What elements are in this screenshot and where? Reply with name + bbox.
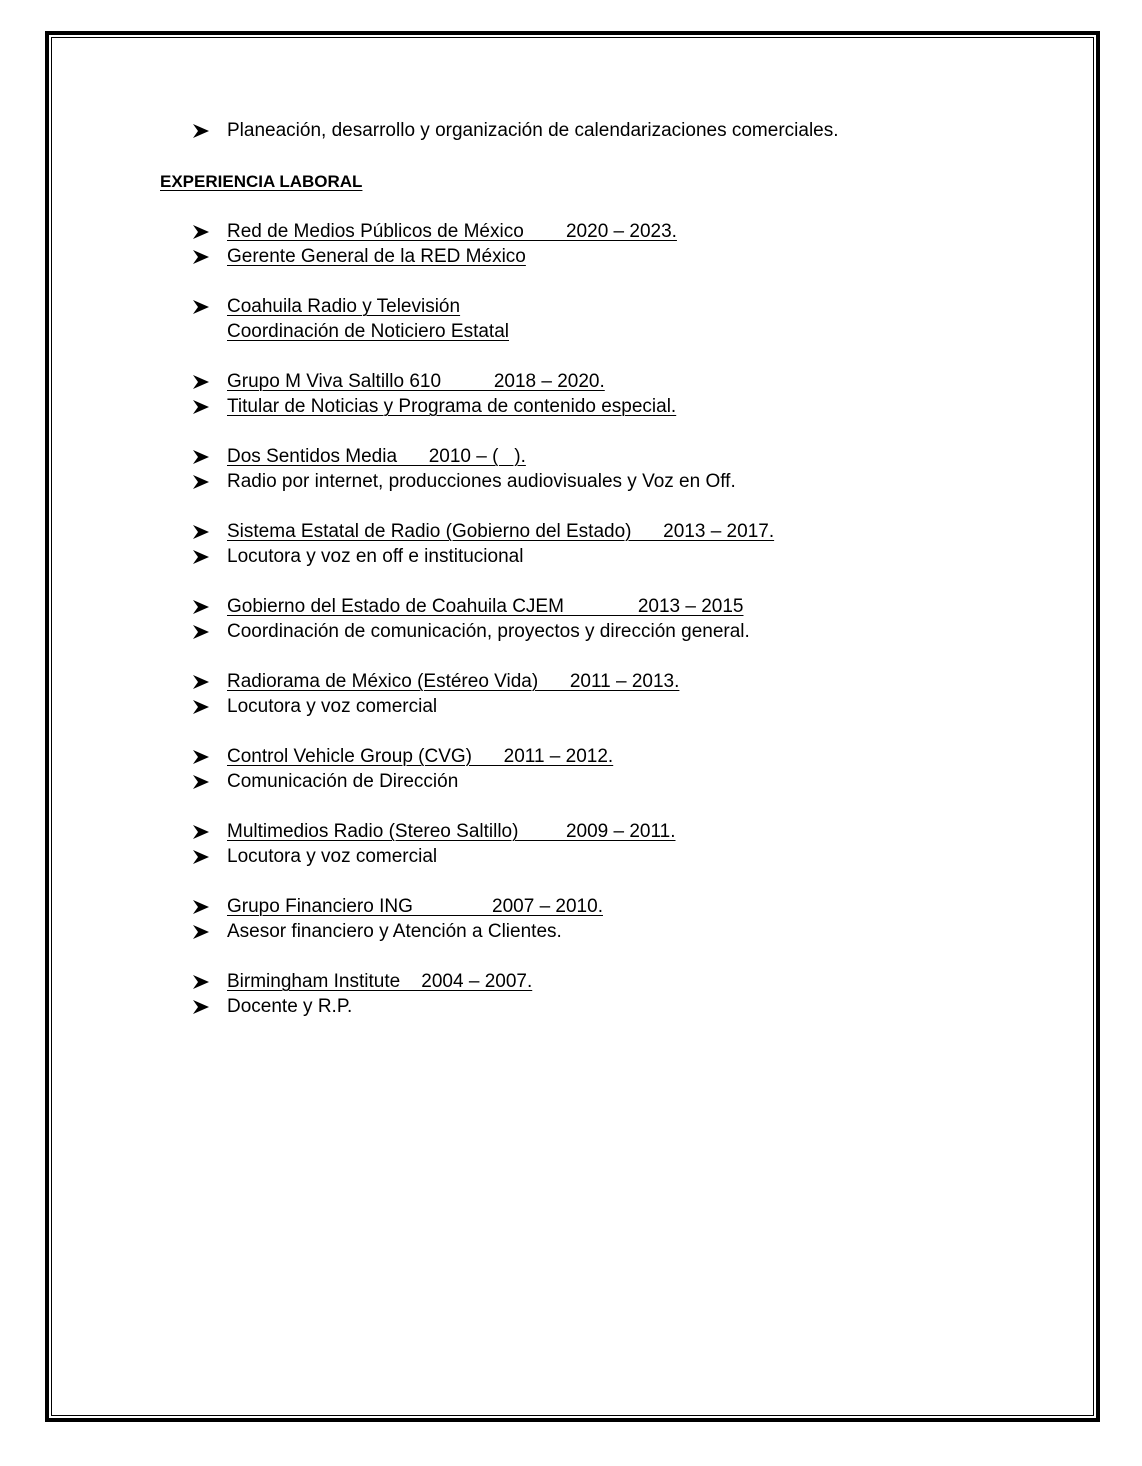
arrowhead-bullet-icon bbox=[192, 249, 210, 265]
arrowhead-bullet-icon bbox=[192, 449, 210, 465]
experience-detail: Comunicación de Dirección bbox=[227, 771, 459, 792]
arrowhead-bullet-icon bbox=[192, 699, 210, 715]
arrowhead-bullet-icon bbox=[192, 374, 210, 390]
arrowhead-bullet-icon bbox=[192, 224, 210, 240]
section-heading-experience: EXPERIENCIA LABORAL bbox=[160, 172, 363, 191]
arrowhead-bullet-icon bbox=[192, 824, 210, 840]
experience-title: Multimedios Radio (Stereo Saltillo) 2009 – 2011. bbox=[227, 821, 676, 842]
intro-item: Planeación, desarrollo y organización de calendarizaciones comerciales. bbox=[227, 120, 839, 141]
experience-detail: Coordinación de Noticiero Estatal bbox=[227, 321, 509, 342]
experience-title: Dos Sentidos Media 2010 – ( ). bbox=[227, 446, 526, 467]
experience-title: Radiorama de México (Estéreo Vida) 2011 – 2013. bbox=[227, 671, 680, 692]
experience-title: Control Vehicle Group (CVG) 2011 – 2012. bbox=[227, 746, 614, 767]
arrowhead-bullet-icon bbox=[192, 924, 210, 940]
arrowhead-bullet-icon bbox=[192, 474, 210, 490]
experience-title: Grupo M Viva Saltillo 610 2018 – 2020. bbox=[227, 371, 605, 392]
experience-detail: Locutora y voz comercial bbox=[227, 696, 438, 717]
experience-detail: Asesor financiero y Atención a Clientes. bbox=[227, 921, 562, 942]
arrowhead-bullet-icon bbox=[192, 849, 210, 865]
arrowhead-bullet-icon bbox=[192, 123, 210, 139]
experience-detail: Radio por internet, producciones audiovisuales y Voz en Off. bbox=[227, 471, 736, 492]
arrowhead-bullet-icon bbox=[192, 624, 210, 640]
experience-title: Birmingham Institute 2004 – 2007. bbox=[227, 971, 533, 992]
arrowhead-bullet-icon bbox=[192, 299, 210, 315]
experience-title: Sistema Estatal de Radio (Gobierno del Estado) 2013 – 2017. bbox=[227, 521, 775, 542]
arrowhead-bullet-icon bbox=[192, 674, 210, 690]
arrowhead-bullet-icon bbox=[192, 974, 210, 990]
experience-detail: Locutora y voz en off e institucional bbox=[227, 546, 524, 567]
experience-title: Grupo Financiero ING 2007 – 2010. bbox=[227, 896, 603, 917]
experience-title: Gobierno del Estado de Coahuila CJEM 2013 – 2015 bbox=[227, 596, 744, 617]
arrowhead-bullet-icon bbox=[192, 549, 210, 565]
experience-title: Red de Medios Públicos de México 2020 – 2023. bbox=[227, 221, 677, 242]
arrowhead-bullet-icon bbox=[192, 749, 210, 765]
experience-detail: Gerente General de la RED México bbox=[227, 246, 526, 267]
arrowhead-bullet-icon bbox=[192, 524, 210, 540]
experience-detail: Locutora y voz comercial bbox=[227, 846, 438, 867]
experience-detail: Coordinación de comunicación, proyectos y dirección general. bbox=[227, 621, 750, 642]
arrowhead-bullet-icon bbox=[192, 774, 210, 790]
arrowhead-bullet-icon bbox=[192, 899, 210, 915]
experience-detail: Titular de Noticias y Programa de contenido especial. bbox=[227, 396, 677, 417]
arrowhead-bullet-icon bbox=[192, 999, 210, 1015]
experience-detail: Docente y R.P. bbox=[227, 996, 353, 1017]
experience-title: Coahuila Radio y Televisión bbox=[227, 296, 461, 317]
arrowhead-bullet-icon bbox=[192, 399, 210, 415]
arrowhead-bullet-icon bbox=[192, 599, 210, 615]
